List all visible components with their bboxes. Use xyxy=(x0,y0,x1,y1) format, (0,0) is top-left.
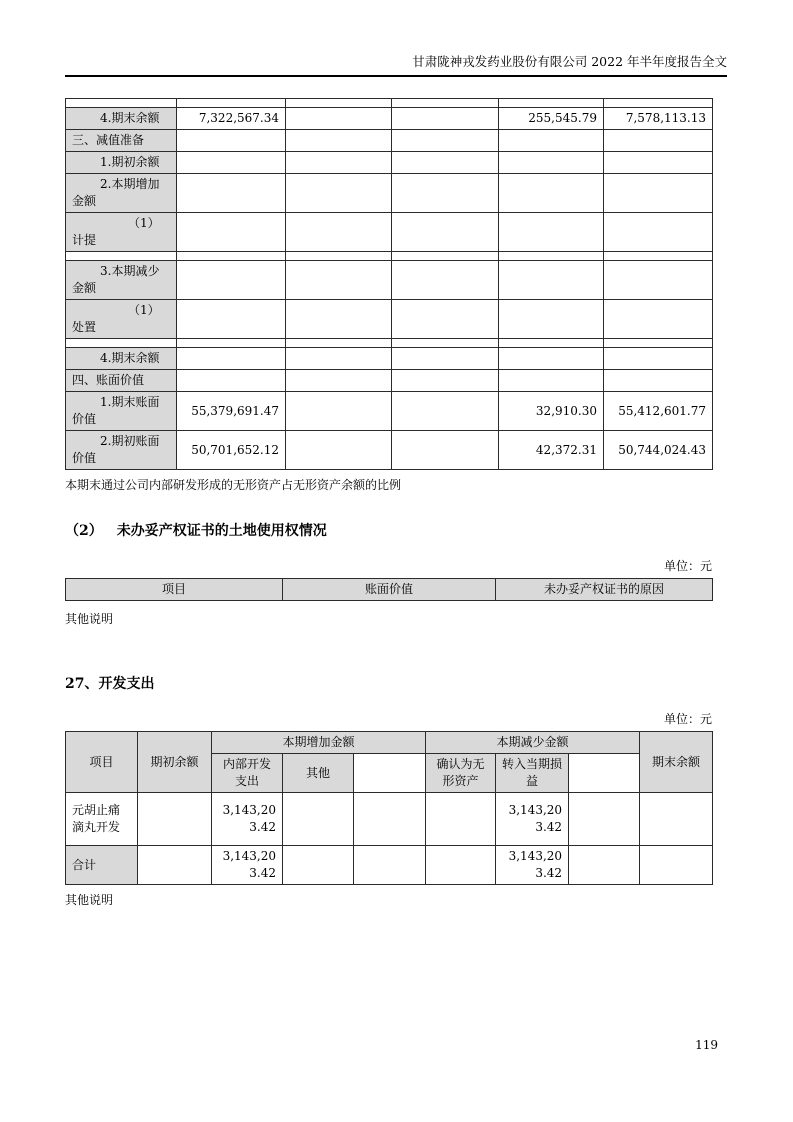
table-cell xyxy=(604,130,713,152)
table-cell xyxy=(499,261,604,300)
column-header: 期初余额 xyxy=(138,732,212,793)
table-cell xyxy=(499,370,604,392)
table-cell xyxy=(354,793,426,846)
unit-label: 单位：元 xyxy=(663,559,712,573)
row-label: 4.期末余额 xyxy=(66,108,177,130)
column-header: 期末余额 xyxy=(640,732,713,793)
table-cell: 32,910.30 xyxy=(499,392,604,431)
report-title: 甘肃陇神戎发药业股份有限公司 2022 年半年度报告全文 xyxy=(412,54,727,69)
table-cell xyxy=(286,300,392,339)
table-cell xyxy=(392,261,499,300)
table-header-row xyxy=(66,732,713,754)
table-cell xyxy=(286,370,392,392)
table-cell xyxy=(286,348,392,370)
section-heading-rd-expenditure: 27、开发支出 xyxy=(65,676,155,692)
table-cell xyxy=(286,99,392,108)
table-row xyxy=(66,252,713,261)
row-label: 2.本期增加金额 xyxy=(66,174,177,213)
table-cell xyxy=(604,99,713,108)
table-cell xyxy=(392,213,499,252)
table-row xyxy=(66,348,713,370)
table-cell: 255,545.79 xyxy=(499,108,604,130)
table-row xyxy=(66,108,713,130)
section-heading-land-use xyxy=(65,520,727,540)
table-cell xyxy=(392,370,499,392)
intangible-ratio-note: 本期末通过公司内部研发形成的无形资产占无形资产余额的比例 xyxy=(65,478,402,492)
row-label: 2.期初账面价值 xyxy=(66,431,177,470)
table-cell xyxy=(177,339,286,348)
table-cell xyxy=(286,252,392,261)
table-cell xyxy=(499,99,604,108)
table-cell xyxy=(604,174,713,213)
table-cell xyxy=(177,99,286,108)
table-cell xyxy=(499,213,604,252)
column-header: 确认为无形资产 xyxy=(426,754,496,793)
column-header xyxy=(354,754,426,793)
table-cell xyxy=(604,213,713,252)
table-cell: 42,372.31 xyxy=(499,431,604,470)
table-cell xyxy=(286,152,392,174)
row-label: （1）计提 xyxy=(66,213,177,252)
column-header: 项目 xyxy=(66,732,138,793)
table-cell xyxy=(286,108,392,130)
table-cell xyxy=(286,213,392,252)
table-header-row xyxy=(66,579,713,601)
table-cell xyxy=(138,846,212,885)
table-cell xyxy=(286,431,392,470)
table-cell xyxy=(604,252,713,261)
row-label: 1.期初余额 xyxy=(66,152,177,174)
table-cell: 7,322,567.34 xyxy=(177,108,286,130)
row-label: 1.期末账面价值 xyxy=(66,392,177,431)
table-cell: 50,744,024.43 xyxy=(604,431,713,470)
table-cell xyxy=(177,174,286,213)
table-cell xyxy=(392,99,499,108)
table-cell xyxy=(286,261,392,300)
table-row xyxy=(66,152,713,174)
table-cell xyxy=(177,130,286,152)
table-row xyxy=(66,99,713,108)
column-header: 项目 xyxy=(66,579,283,601)
table-cell xyxy=(499,252,604,261)
table-cell: 3,143,203.42 xyxy=(496,793,569,846)
column-header: 其他 xyxy=(283,754,354,793)
table-cell xyxy=(604,339,713,348)
intangible-assets-table xyxy=(65,98,713,470)
column-header: 转入当期损益 xyxy=(496,754,569,793)
table-cell xyxy=(283,793,354,846)
table-cell xyxy=(177,261,286,300)
column-header xyxy=(569,754,640,793)
table-cell xyxy=(499,300,604,339)
table-row xyxy=(66,846,713,885)
table-cell xyxy=(283,846,354,885)
other-notes-label: 其他说明 xyxy=(65,893,114,907)
table-row xyxy=(66,370,713,392)
row-label: 元胡止痛滴丸开发 xyxy=(66,793,138,846)
table-cell: 3,143,203.42 xyxy=(212,846,283,885)
table-cell: 55,412,601.77 xyxy=(604,392,713,431)
table-cell xyxy=(604,348,713,370)
table-cell xyxy=(177,300,286,339)
table-cell xyxy=(604,152,713,174)
row-label: （1）处置 xyxy=(66,300,177,339)
section-title-text: 未办妥产权证书的土地使用权情况 xyxy=(116,523,327,539)
table-cell xyxy=(499,174,604,213)
table-cell xyxy=(177,348,286,370)
table-cell xyxy=(354,846,426,885)
table-cell xyxy=(286,392,392,431)
table-row xyxy=(66,793,713,846)
column-group-header: 本期减少金额 xyxy=(426,732,640,754)
table-cell xyxy=(177,213,286,252)
running-header xyxy=(65,0,727,77)
section-number: （2） xyxy=(65,523,103,539)
table-cell xyxy=(392,339,499,348)
table-row xyxy=(66,300,713,339)
row-label: 四、账面价值 xyxy=(66,370,177,392)
table-cell xyxy=(392,174,499,213)
unit-label: 单位：元 xyxy=(663,712,712,726)
table-cell xyxy=(286,174,392,213)
table-cell xyxy=(426,846,496,885)
row-label: 4.期末余额 xyxy=(66,348,177,370)
table-row xyxy=(66,213,713,252)
table-cell xyxy=(177,252,286,261)
row-label xyxy=(66,99,177,108)
row-label xyxy=(66,252,177,261)
row-label xyxy=(66,339,177,348)
table-row xyxy=(66,174,713,213)
rd-expenditure-table xyxy=(65,731,713,885)
table-row xyxy=(66,392,713,431)
table-cell xyxy=(499,152,604,174)
table-row xyxy=(66,431,713,470)
row-label: 3.本期减少金额 xyxy=(66,261,177,300)
table-cell xyxy=(569,793,640,846)
table-cell: 55,379,691.47 xyxy=(177,392,286,431)
table-cell xyxy=(604,370,713,392)
table-cell xyxy=(604,300,713,339)
table-cell xyxy=(426,793,496,846)
table-row xyxy=(66,339,713,348)
table-cell xyxy=(569,846,640,885)
table-cell xyxy=(392,392,499,431)
table-cell xyxy=(499,348,604,370)
table-cell xyxy=(392,348,499,370)
table-cell: 3,143,203.42 xyxy=(212,793,283,846)
table-cell xyxy=(286,130,392,152)
other-notes-label: 其他说明 xyxy=(65,612,114,626)
table-cell: 3,143,203.42 xyxy=(496,846,569,885)
column-group-header: 本期增加金额 xyxy=(212,732,426,754)
table-cell xyxy=(604,261,713,300)
row-label: 合计 xyxy=(66,846,138,885)
row-label: 三、减值准备 xyxy=(66,130,177,152)
table-cell xyxy=(499,339,604,348)
table-row xyxy=(66,130,713,152)
land-use-rights-table xyxy=(65,578,713,601)
table-cell xyxy=(392,431,499,470)
table-cell xyxy=(499,130,604,152)
table-cell: 50,701,652.12 xyxy=(177,431,286,470)
table-cell xyxy=(392,252,499,261)
column-header: 未办妥产权证书的原因 xyxy=(496,579,713,601)
table-cell xyxy=(392,108,499,130)
table-cell xyxy=(392,300,499,339)
table-cell xyxy=(640,793,713,846)
table-cell: 7,578,113.13 xyxy=(604,108,713,130)
table-cell xyxy=(392,130,499,152)
table-cell xyxy=(177,370,286,392)
table-cell xyxy=(392,152,499,174)
table-cell xyxy=(177,152,286,174)
table-row xyxy=(66,261,713,300)
table-cell xyxy=(640,846,713,885)
table-cell xyxy=(286,339,392,348)
page-number: 119 xyxy=(695,1038,718,1052)
column-header: 账面价值 xyxy=(283,579,496,601)
table-cell xyxy=(138,793,212,846)
column-header: 内部开发支出 xyxy=(212,754,283,793)
